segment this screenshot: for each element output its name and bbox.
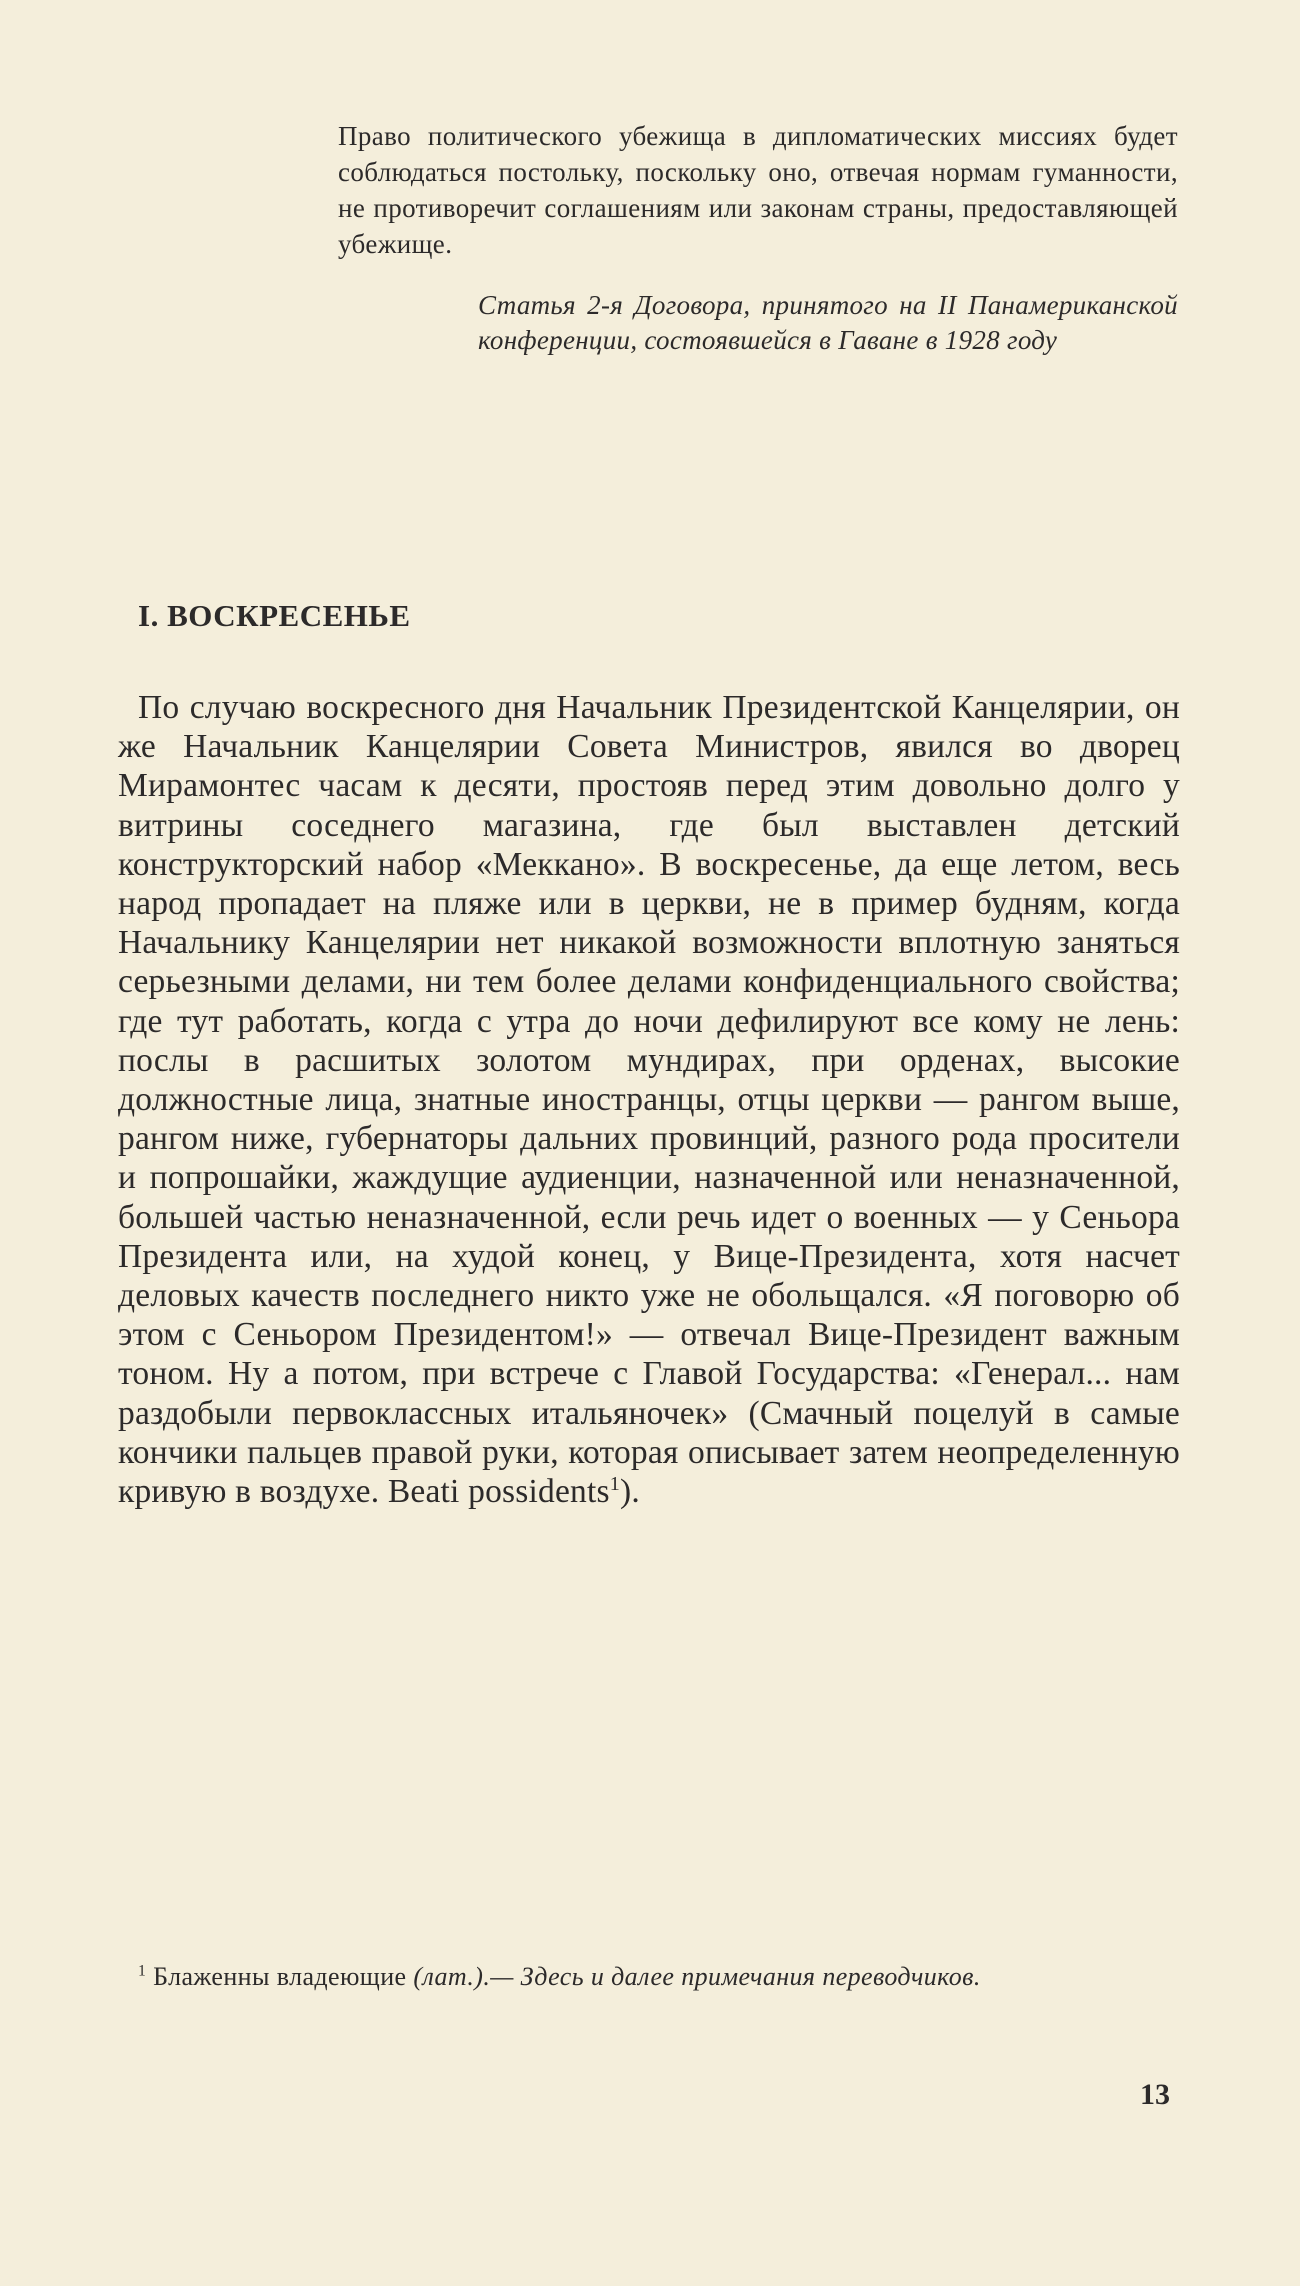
footnote-lang-note: (лат.).— Здесь и далее примечания переводчиков. [413, 1962, 981, 1991]
epigraph [338, 118, 1178, 358]
footnote [118, 1960, 1180, 1994]
body-paragraph [118, 688, 1180, 1511]
footnote-marker: 1 [138, 1962, 147, 1980]
chapter-title: I. ВОСКРЕСЕНЬЕ [138, 598, 411, 633]
page-number: 13 [1140, 2078, 1170, 2111]
epigraph-text: Право политического убежища в дипломатических миссиях будет соблюдаться постольку, поскольку оно, отвечая нормам гуманности, не противоречит соглашениям или законам страны, предоставляющей убежище. [338, 121, 1178, 259]
body-paragraph-closing: ). [619, 1473, 640, 1511]
epigraph-source: Статья 2-я Договора, принятого на II Панамериканской конференции, состоявшейся в Гаване в 1928 году [478, 290, 1178, 355]
body-paragraph-text: По случаю воскресного дня Начальник Президентской Канцелярии, он же Начальник Канцелярии Совета Министров, явился во дворец Мирамонтес часам к десяти, простояв перед этим довольно долго у витрины соседнего магазина, где был выставлен детский конструкторский набор «Меккано». В воскресенье, да еще летом, весь народ пропадает на пляже или в церкви, не в пример будням, когда Начальнику Канцелярии нет никакой возможности вплотную заняться серьезными делами, ни тем более делами конфиденциального свойства; где тут работать, когда с утра до ночи дефилируют все кому не лень: послы в расшитых золотом мундирах, при орденах, высокие должностные лица, знатные иностранцы, отцы церкви — рангом выше, рангом ниже, губернаторы дальних провинций, разного рода просители и попрошайки, жаждущие аудиенции, назначенной или неназначенной, большей частью неназначенной, если речь идет о военных — у Сеньора Президента или, на худой конец, у Вице-Президента, хотя насчет деловых качеств последнего никто уже не обольщался. «Я поговорю об этом с Сеньором Президентом!» — отвечал Вице-Президент важным тоном. Ну а потом, при встрече с Главой Государства: «Генерал... нам раздобыли первоклассных итальяночек» (Смачный поцелуй в самые кончики пальцев правой руки, которая описывает затем неопределенную кривую в воздухе. Beati possidents [118, 689, 1180, 1511]
footnote-reference: 1 [609, 1472, 620, 1495]
footnote-text: Блаженны владеющие [146, 1962, 414, 1991]
